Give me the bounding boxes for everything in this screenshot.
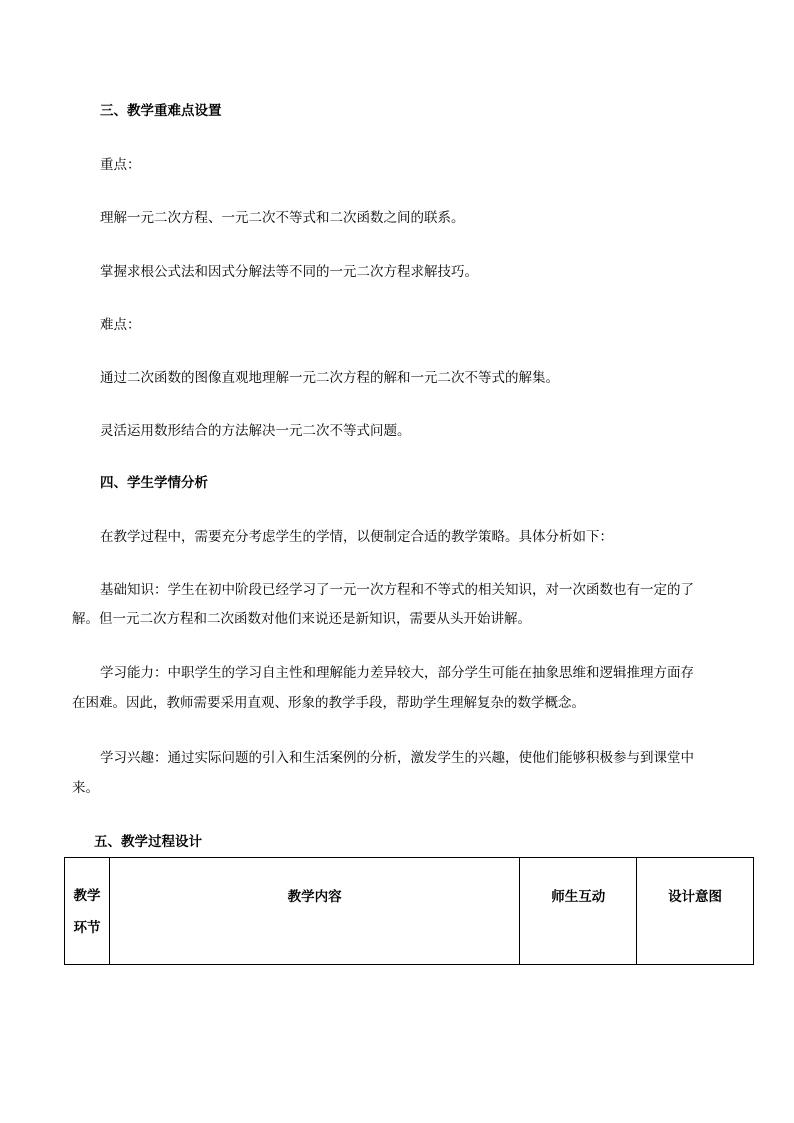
ability-paragraph-line: 学习能力：中职学生的学习自主性和理解能力差异较大，部分学生可能在抽象思维和逻辑推理方面存 (100, 665, 694, 681)
header-stage-line2: 环节 (73, 920, 101, 936)
key-points-label: 重点： (100, 157, 141, 173)
section4-heading: 四、学生学情分析 (100, 475, 208, 491)
header-interaction-label: 师生互动 (551, 889, 606, 905)
header-cell-interaction (520, 858, 637, 965)
basics-paragraph-line: 基础知识：学生在初中阶段已经学习了一元一次方程和不等式的相关知识，对一次函数也有一定的了 (100, 582, 694, 598)
ability-paragraph-line: 在困难。因此，教师需要采用直观、形象的教学手段，帮助学生理解复杂的数学概念。 (72, 695, 585, 711)
difficulty-label: 难点： (100, 317, 141, 333)
teaching-process-table (64, 857, 754, 965)
key-point-item: 理解一元二次方程、一元二次不等式和二次函数之间的联系。 (100, 210, 465, 226)
difficulty-item: 通过二次函数的图像直观地理解一元二次方程的解和一元二次不等式的解集。 (100, 370, 559, 386)
section3-heading: 三、教学重难点设置 (100, 103, 222, 119)
header-intent-label: 设计意图 (668, 889, 723, 905)
header-content-label: 教学内容 (287, 889, 342, 905)
interest-paragraph-line: 学习兴趣：通过实际问题的引入和生活案例的分析，激发学生的兴趣，使他们能够积极参与到课堂中 (100, 750, 694, 766)
key-point-item: 掌握求根公式法和因式分解法等不同的一元二次方程求解技巧。 (100, 264, 478, 280)
analysis-intro: 在教学过程中，需要充分考虑学生的学情，以便制定合适的教学策略。具体分析如下： (100, 529, 613, 545)
header-cell-intent (637, 858, 754, 965)
interest-paragraph-line: 来。 (72, 780, 99, 796)
header-cell-stage (65, 858, 110, 965)
table-header-row (65, 858, 754, 965)
section5-heading: 五、教学过程设计 (94, 834, 202, 850)
header-stage-line1: 教学 (73, 888, 101, 904)
header-cell-content (109, 858, 519, 965)
difficulty-item: 灵活运用数形结合的方法解决一元二次不等式问题。 (100, 423, 411, 439)
basics-paragraph-line: 解。但一元二次方程和二次函数对他们来说还是新知识，需要从头开始讲解。 (72, 611, 531, 627)
